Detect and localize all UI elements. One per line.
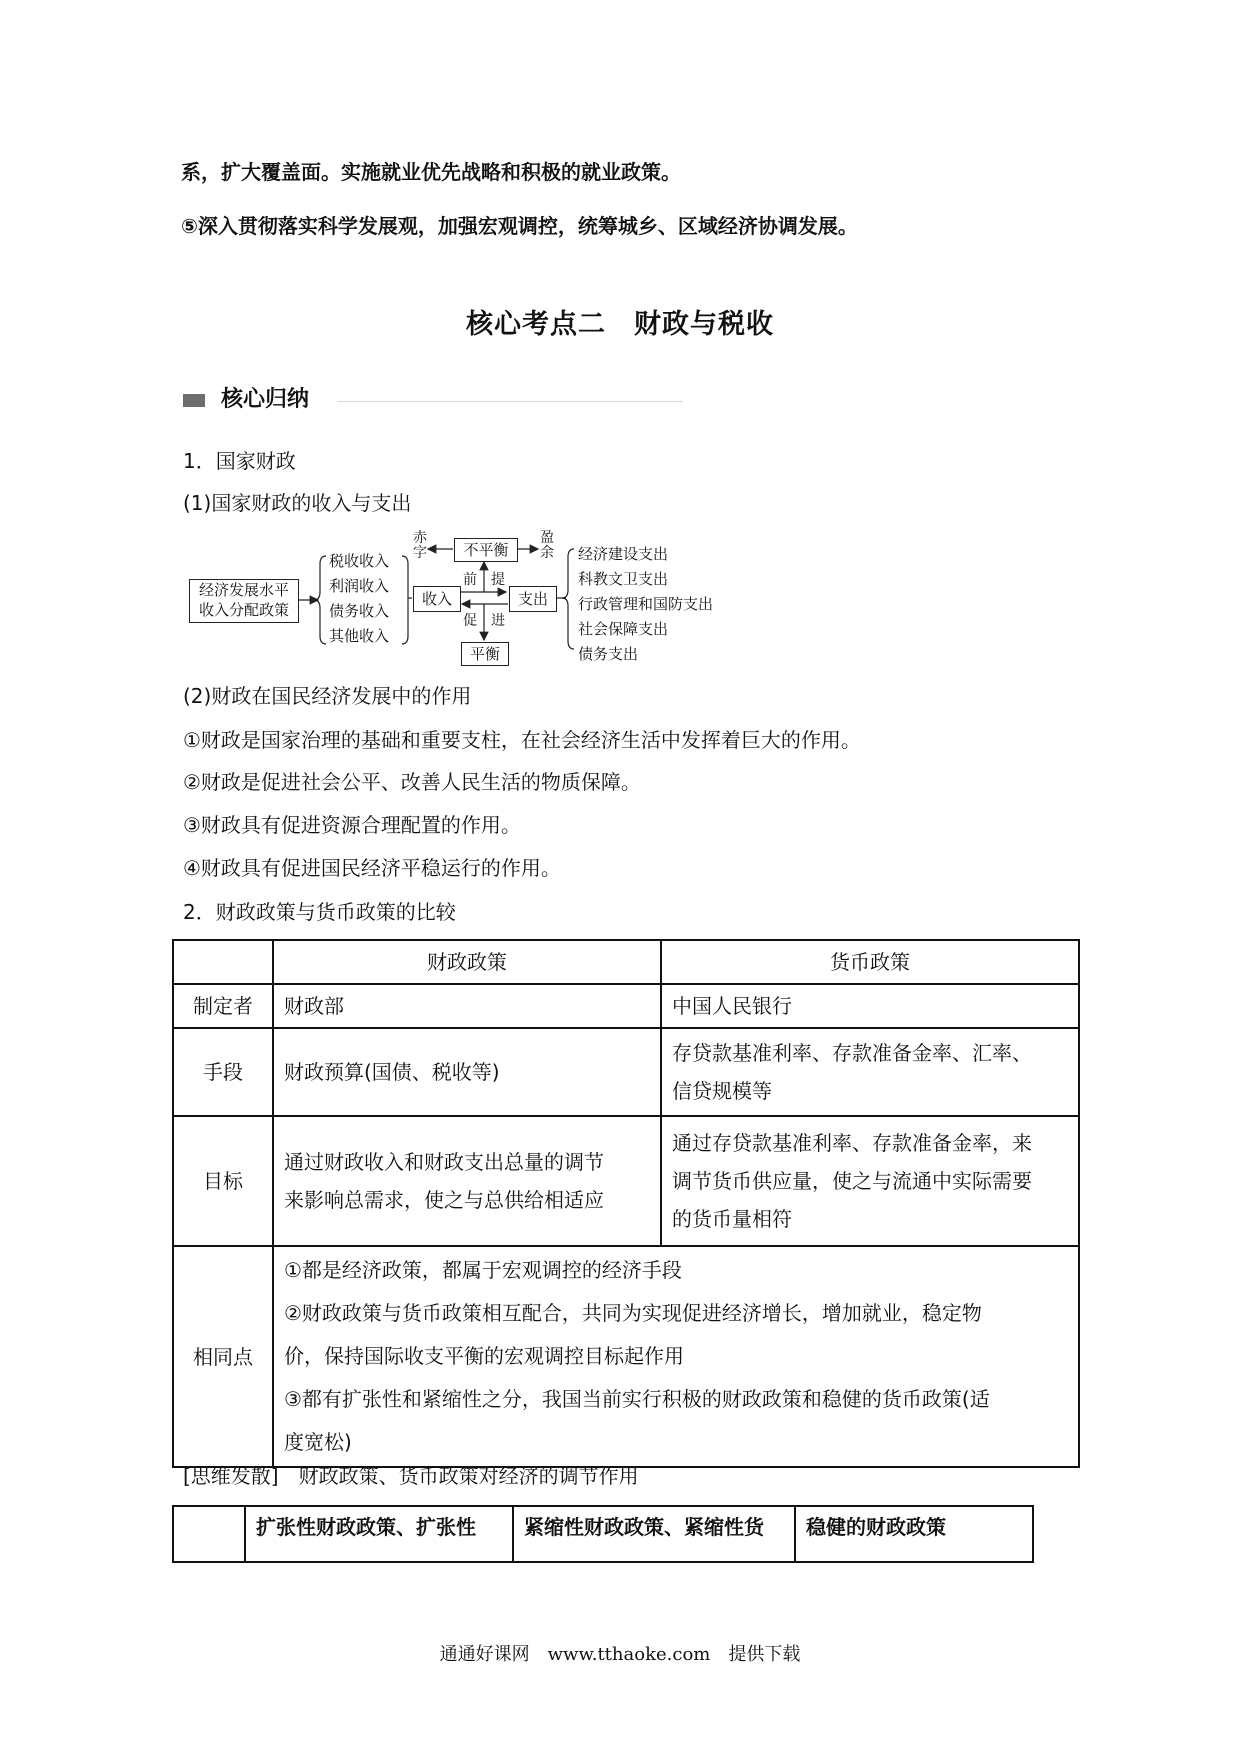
cell-line: 来影响总需求，使之与总供给相适应 [284, 1188, 604, 1212]
surplus-label: 盈 余 [540, 530, 554, 561]
header-cell: 紧缩性财政政策、紧缩性货 [513, 1506, 795, 1562]
header-cell [173, 940, 273, 984]
comparison-table [172, 939, 1080, 1468]
table-cell: 财政部 [273, 984, 661, 1028]
item-subheading: (2)财政在国民经济发展中的作用 [183, 684, 472, 708]
row-label: 目标 [173, 1116, 273, 1246]
table-row [173, 984, 1079, 1028]
table-row [173, 1116, 1079, 1246]
source-line: 收入分配政策 [198, 601, 289, 619]
row-label: 手段 [173, 1028, 273, 1116]
expense-box: 支出 [509, 586, 557, 612]
footer-text: 通通好课网 www.tthaoke.com 提供下载 [439, 1644, 801, 1665]
header-cell: 稳健的财政政策 [795, 1506, 1033, 1562]
item-heading: 2．财政政策与货币政策的比较 [183, 900, 456, 924]
income-item: 税收收入 [329, 552, 390, 570]
cell-line: 的货币量相符 [672, 1207, 792, 1231]
role-line: ②财政是促进社会公平、改善人民生活的物质保障。 [183, 770, 641, 794]
subsection-title: 核心归纳 [221, 387, 310, 412]
paragraph-line: ⑤深入贯彻落实科学发展观，加强宏观调控，统筹城乡、区域经济协调发展。 [181, 214, 858, 238]
table-cell [661, 1116, 1079, 1246]
income-box: 收入 [413, 586, 461, 612]
expense-item: 经济建设支出 [578, 545, 669, 563]
cell-line: 信贷规模等 [672, 1079, 772, 1103]
item-subheading: (1)国家财政的收入与支出 [183, 491, 412, 515]
table-cell [661, 1028, 1079, 1116]
income-item: 利润收入 [329, 577, 390, 595]
paragraph-line: 系，扩大覆盖面。实施就业优先战略和积极的就业政策。 [181, 160, 681, 184]
balance-box: 平衡 [461, 642, 509, 666]
table-row [173, 1246, 1079, 1467]
cell-line: 存贷款基准利率、存款准备金率、汇率、 [672, 1041, 1032, 1065]
role-line: ③财政具有促进资源合理配置的作用。 [183, 813, 521, 837]
cell-line: 调节货币供应量，使之与流通中实际需要 [672, 1169, 1032, 1193]
cell-line: ①都是经济政策，都属于宏观调控的经济手段 [284, 1258, 682, 1282]
row-label: 相同点 [173, 1246, 273, 1467]
thinking-note: [思维发散] 财政政策、货币政策对经济的调节作用 [183, 1464, 639, 1488]
expense-item: 社会保障支出 [578, 620, 669, 638]
income-item: 债务收入 [329, 602, 390, 620]
income-item: 其他收入 [329, 627, 390, 645]
table-cell: 中国人民银行 [661, 984, 1079, 1028]
premise-label: 前 提 [463, 572, 505, 588]
promote-label: 促 进 [463, 613, 505, 629]
header-cell: 货币政策 [661, 940, 1079, 984]
table-cell [273, 1246, 1079, 1467]
item-heading: 1．国家财政 [183, 449, 296, 473]
header-cell: 财政政策 [273, 940, 661, 984]
expense-item: 行政管理和国防支出 [578, 595, 714, 613]
cell-line: 通过财政收入和财政支出总量的调节 [284, 1150, 604, 1174]
table-header-row [173, 940, 1079, 984]
expense-item: 债务支出 [578, 645, 639, 663]
deficit-label: 赤 字 [413, 530, 427, 561]
header-cell [173, 1506, 245, 1562]
cell-line: 通过存贷款基准利率、存款准备金率，来 [672, 1131, 1032, 1155]
cell-line: 度宽松) [284, 1430, 352, 1454]
source-line: 经济发展水平 [198, 581, 289, 599]
expense-item: 科教文卫支出 [578, 570, 669, 588]
cell-line: 价，保持国际收支平衡的宏观调控目标起作用 [284, 1344, 684, 1368]
policy-effect-table [172, 1505, 1034, 1563]
role-line: ④财政具有促进国民经济平稳运行的作用。 [183, 856, 561, 880]
cell-line: ②财政政策与货币政策相互配合，共同为实现促进经济增长，增加就业，稳定物 [284, 1301, 982, 1325]
table-header-row [173, 1506, 1033, 1562]
diagram-connectors [0, 0, 1240, 700]
table-row [173, 1028, 1079, 1116]
header-cell: 扩张性财政政策、扩张性 [245, 1506, 513, 1562]
section-title: 核心考点二 财政与税收 [466, 309, 774, 340]
row-label: 制定者 [173, 984, 273, 1028]
table-cell [273, 1116, 661, 1246]
table-cell: 财政预算(国债、税收等) [273, 1028, 661, 1116]
cell-line: ③都有扩张性和紧缩性之分，我国当前实行积极的财政政策和稳健的货币政策(适 [284, 1387, 990, 1411]
role-line: ①财政是国家治理的基础和重要支柱，在社会经济生活中发挥着巨大的作用。 [183, 728, 861, 752]
imbalance-box: 不平衡 [454, 538, 518, 562]
finance-diagram [0, 0, 1240, 700]
